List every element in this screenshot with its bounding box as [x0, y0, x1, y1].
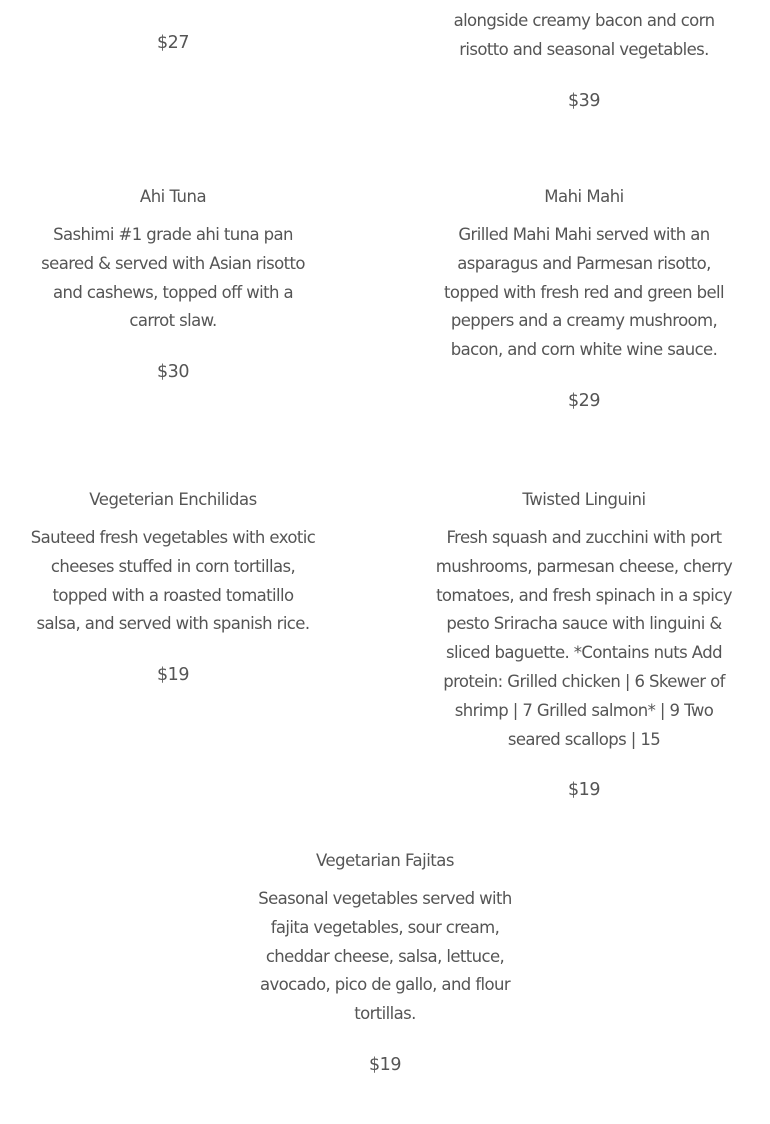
menu-item-name: Vegetarian Fajitas: [316, 851, 454, 870]
menu-item-name: Ahi Tuna: [139, 187, 207, 206]
menu-item-price: $27: [157, 33, 189, 53]
menu-item-vegetarian-fajitas: [240, 850, 530, 1077]
menu-item-partial-right: [432, 7, 736, 113]
menu-item-description: Grilled Mahi Mahi served with an asparagus and Parmesan risotto, topped with fresh red and green bell peppers and a creamy mushroom, bacon, and corn white wine sauce.: [444, 225, 724, 360]
menu-item-price: $19: [568, 780, 600, 801]
menu-item-name: Vegeterian Enchilidas: [89, 490, 257, 509]
menu-item-price: $39: [568, 90, 600, 111]
menu-item-partial-left: [30, 31, 316, 55]
menu-item-name: Mahi Mahi: [544, 187, 624, 206]
menu-item-ahi-tuna: [30, 186, 316, 384]
menu-item-description: Sashimi #1 grade ahi tuna pan seared & served with Asian risotto and cashews, topped off with a carrot slaw.: [41, 225, 305, 331]
menu-item-price: $29: [568, 390, 600, 411]
menu-item-description: Fresh squash and zucchini with port mushrooms, parmesan cheese, cherry tomatoes, and fresh spinach in a spicy pesto Sriracha sauce with linguini & sliced baguette. *Contains nuts Add protein: Grilled chicken | 6 Skewer of shrimp | 7 Grilled salmon* | 9 Two seared scallops | 15: [435, 528, 733, 749]
menu-item-price: $30: [157, 362, 189, 383]
menu-item-vegeterian-enchilidas: [30, 489, 316, 687]
menu-item-description: Seasonal vegetables served with fajita vegetables, sour cream, cheddar cheese, salsa, lettuce, avocado, pico de gallo, and flour tortillas.: [258, 889, 512, 1024]
menu-item-mahi-mahi: [432, 186, 736, 413]
menu-item-price: $19: [157, 665, 189, 686]
menu-item-description: Sauteed fresh vegetables with exotic cheeses stuffed in corn tortillas, topped with a roasted tomatillo salsa, and served with spanish rice.: [30, 528, 316, 634]
menu-item-description: alongside creamy bacon and corn risotto and seasonal vegetables.: [453, 11, 715, 59]
menu-item-price: $19: [369, 1054, 401, 1075]
menu-item-name: Twisted Linguini: [522, 490, 646, 509]
menu-item-twisted-linguini: [432, 489, 736, 802]
